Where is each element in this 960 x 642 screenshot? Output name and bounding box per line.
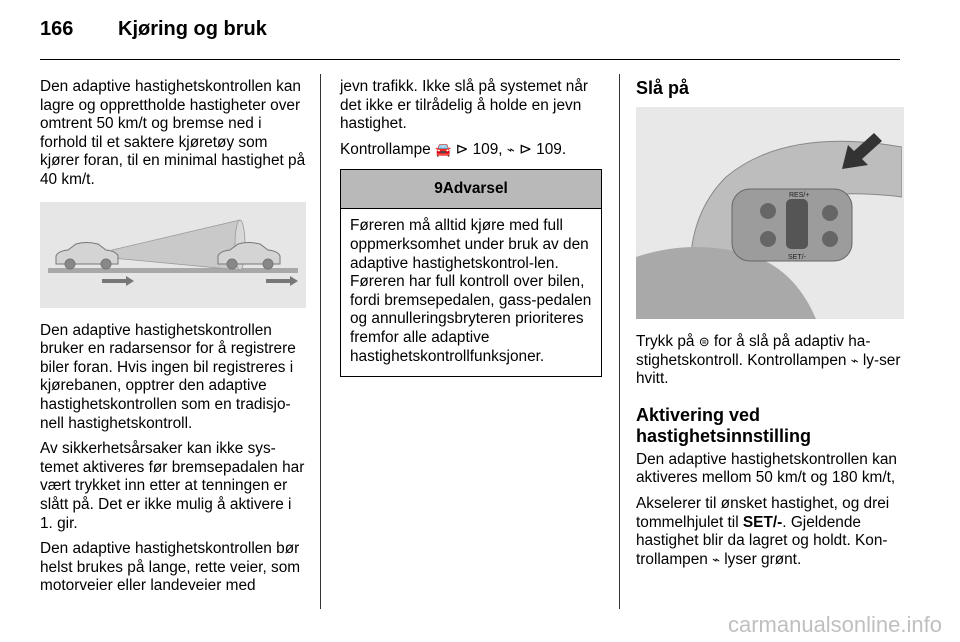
column-divider-2 [619,74,620,609]
thumbwheel [786,199,808,249]
paragraph: Den adaptive hastighetskontrollen bruker en radarsensor for å registrere biler foran. Hvis ingen bil registreres i kjørebanen, opptrer den adaptive hastighetskontrollen som en tradisjo-nell hastighetskontroll. [40,321,296,432]
page-header [40,18,267,41]
adaptive-cruise-button-icon: ⊜ [698,334,710,349]
adaptive-button-icon [822,205,838,221]
paragraph: Den adaptive hastighetskontrollen kan lagre og opprettholde hastigheter over omtrent 50 km/t og bremse ned i forhold til et saktere kjøretøy som kjører foran, til en minimal hastighet på 40 km/t. [40,78,306,188]
warning-icon: 9 [434,180,443,198]
column-divider-1 [320,74,321,609]
cruise-lamp-icon: ⌁ [850,352,859,368]
page-ref-icon: ⊳ [455,140,469,158]
paragraph: Akselerer til ønsket hastighet, og drei tommelhjulet til SET/-. Gjeldende hastighet blir da lagret og holdt. Kon-trollampen ⌁ lyser grønt. [636,494,890,568]
lamp-reference: Kontrollampe 🚘 ⊳ 109, ⌁ ⊳ 109. [340,140,567,158]
radar-illustration-svg [40,202,306,308]
steering-wheel-illustration [636,107,904,319]
watermark: carmanualsonline.info [727,612,942,637]
paragraph: Trykk på ⊜ for å slå på adaptiv ha-stighetskontroll. Kontrollampen ⌁ ly-ser hvitt. [636,333,901,388]
cruise-lamp-icon: ⌁ [712,551,720,567]
column-1 [40,78,306,603]
warning-header [341,170,601,209]
column-3 [636,78,904,576]
warning-text: Føreren må alltid kjøre med full oppmerksomhet under bruk av den adaptive hastighetskontrol-len. Føreren har full kontroll over bilen, fordi bremsepedalen, gass-pedalen og annulleringsbryteren prioriteres fremfor alle adaptive hastighetskontrollfunksjoner. [350,217,592,365]
paragraph: Den adaptive hastighetskontrollen bør helst brukes på lange, rette veier, som motorveier eller landeveier med [40,540,301,595]
page-number: 166 [40,18,74,40]
cruise-lamp-icon: ⌁ [506,141,515,157]
cruise-button-icon [760,203,776,219]
column-2 [340,78,602,377]
page-title: Kjøring og bruk [118,18,267,40]
cancel-button-icon [760,231,776,247]
page-ref-icon: ⊳ [518,140,532,158]
road-strip [48,268,298,273]
paragraph: Den adaptive hastighetskontrollen kan aktiveres mellom 50 km/t og 180 km/t, [636,450,897,487]
warning-title: Advarsel [442,180,508,198]
gap-button-icon [822,231,838,247]
direction-arrow-icon [102,276,134,286]
car-lamp-icon: 🚘 [434,141,452,157]
section-heading: Slå på [636,78,690,98]
header-rule [40,59,900,60]
steering-wheel-svg [636,107,902,319]
paragraph: jevn trafikk. Ikke slå på systemet når det ikke er tilrådelig å holde en jevn hastighet. [340,78,589,133]
set-label: SET/- [788,254,806,261]
section-heading: Aktivering ved hastighetsinnstilling [636,404,812,446]
res-label: RES/+ [789,192,810,199]
direction-arrow-icon [266,276,298,286]
warning-box [340,169,602,377]
rear-car-icon [56,242,118,269]
radar-illustration [40,202,306,308]
paragraph: Av sikkerhetsårsaker kan ikke sys-temet aktiveres før bremsepadalen har vært trykket inn etter at tenningen er slått på. Det er ikke mulig å aktivere i 1. gir. [40,440,305,532]
